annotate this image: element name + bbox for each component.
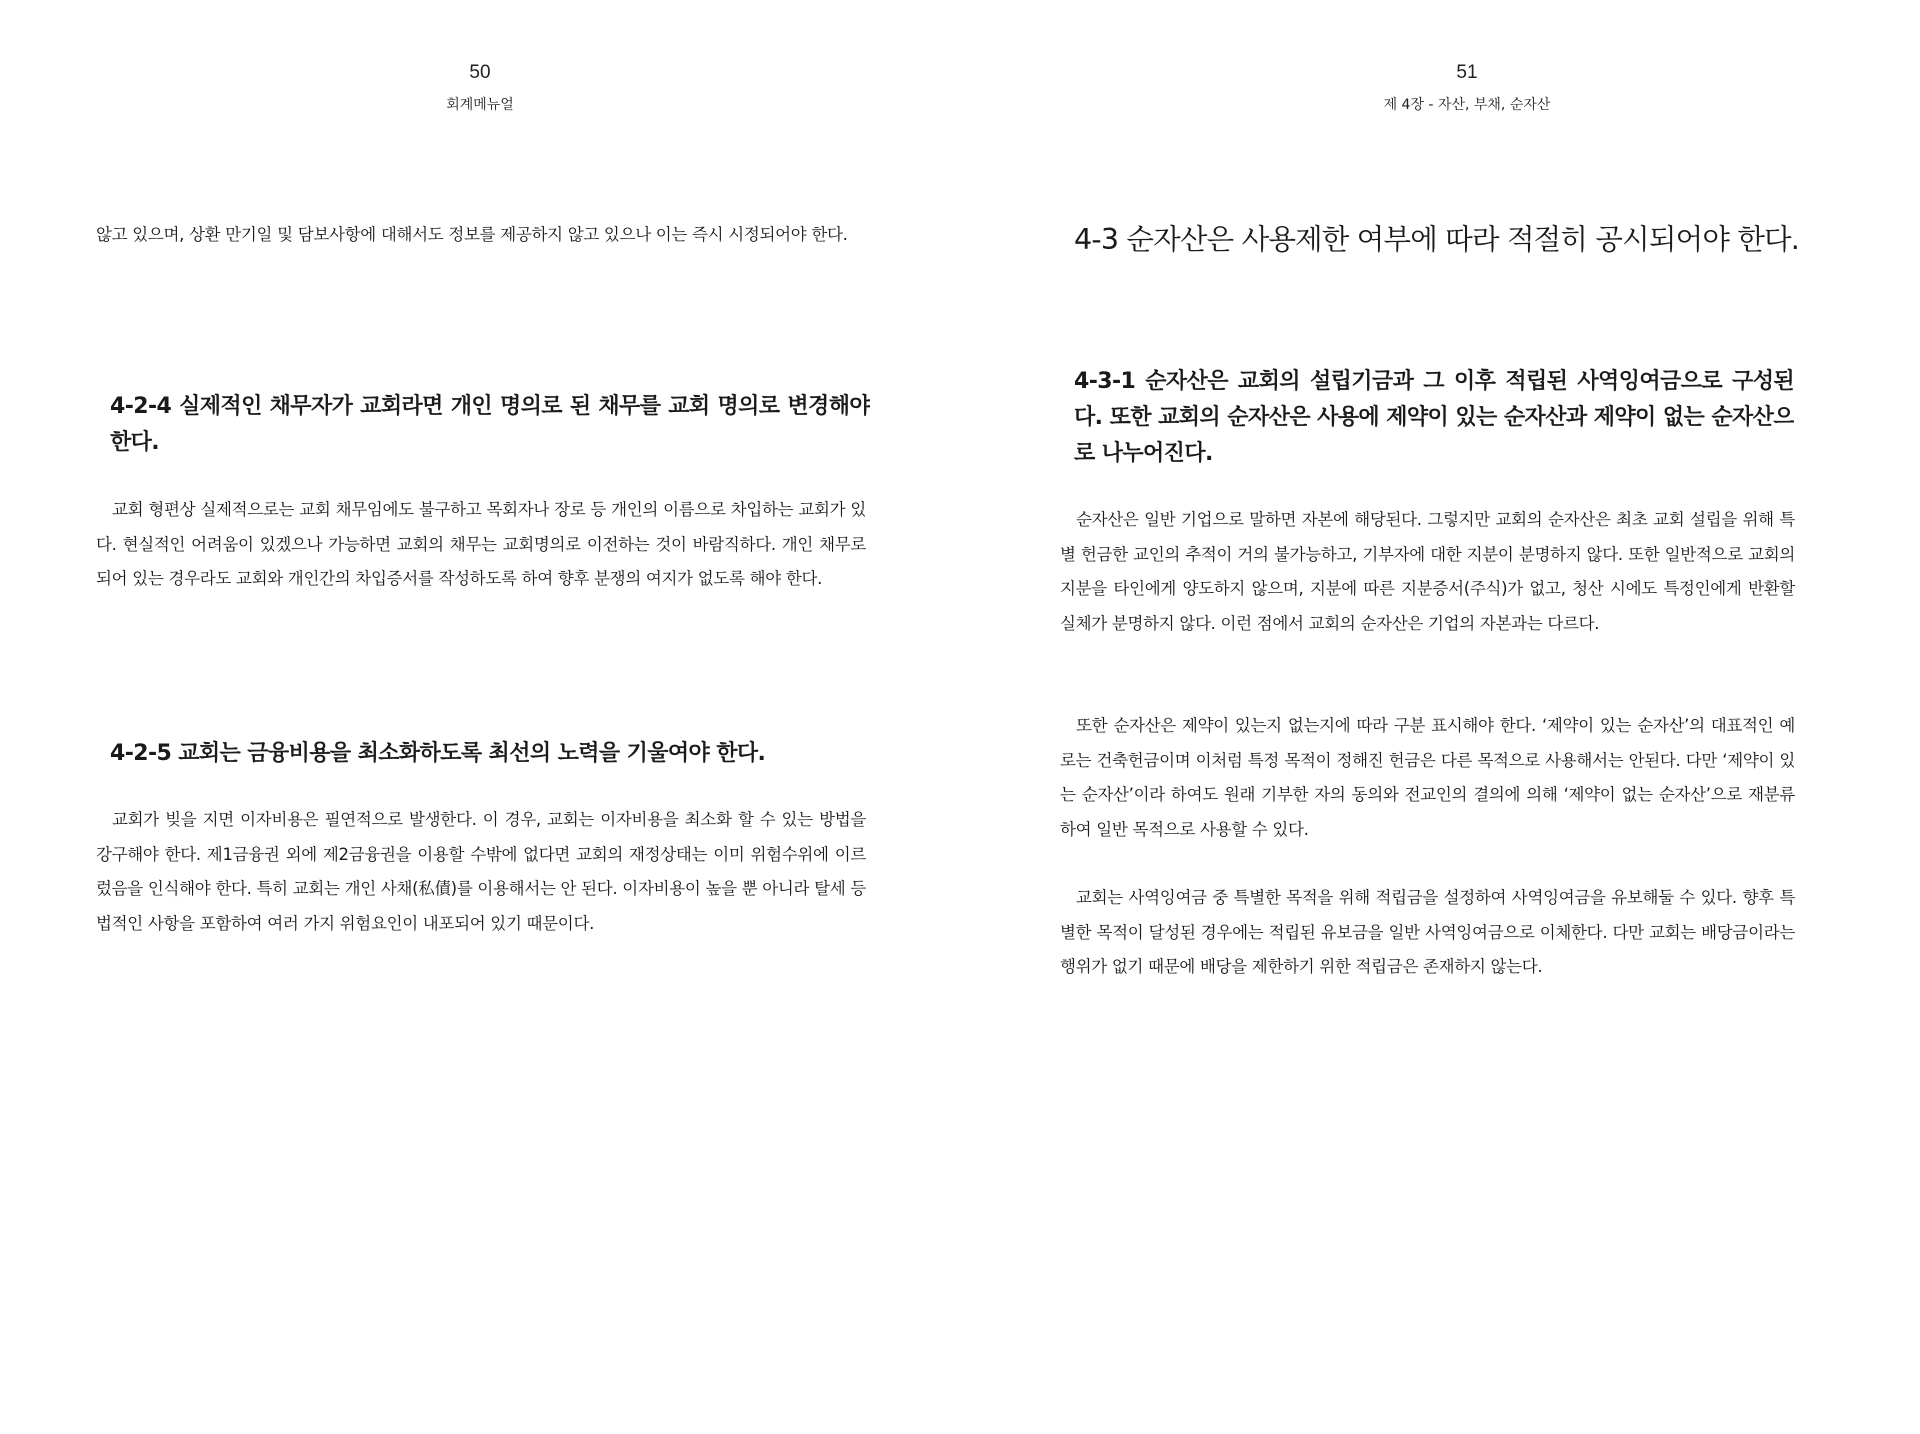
section-4-2-4-heading-block <box>110 389 870 461</box>
section-4-3-1-paragraph-3-block <box>1060 881 1795 985</box>
section-4-2-5-body-block <box>96 803 866 941</box>
page-number: 50 <box>469 62 491 83</box>
body-paragraph: 순자산은 일반 기업으로 말하면 자본에 해당된다. 그렇지만 교회의 순자산은 최초 교회 설립을 위해 특별 헌금한 교인의 추적이 거의 불가능하고, 기부자에 대한 지분이 분명하지 않다. 또한 일반적으로 교회의 지분을 타인에게 양도하지 않으며, 지분에 따른 지분증서(주식)가 없고, 청산 시에도 특정인에게 반환할 실체가 분명하지 않다. 이런 점에서 교회의 순자산은 기업의 자본과는 다르다. <box>1060 510 1795 633</box>
running-head: 회계메뉴얼 <box>446 97 514 113</box>
section-4-3-heading-block <box>1074 220 1874 260</box>
section-4-3-1-paragraph-1-block <box>1060 503 1795 641</box>
section-heading: 4-2-4 실제적인 채무자가 교회라면 개인 명의로 된 채무를 교회 명의로 변경해야 한다. <box>110 394 870 455</box>
section-4-2-5-heading-block <box>110 736 870 772</box>
section-4-3-1-paragraph-2-block <box>1060 709 1795 847</box>
continued-paragraph: 않고 있으며, 상환 만기일 및 담보사항에 대해서도 정보를 제공하지 않고 있으나 이는 즉시 시정되어야 한다. <box>96 225 848 244</box>
section-heading: 4-2-5 교회는 금융비용을 최소화하도록 최선의 노력을 기울여야 한다. <box>110 741 766 766</box>
body-paragraph: 교회는 사역잉여금 중 특별한 목적을 위해 적립금을 설정하여 사역잉여금을 유보해둘 수 있다. 향후 특별한 목적이 달성된 경우에는 적립된 유보금을 일반 사역잉여금으로 이체한다. 다만 교회는 배당금이라는 행위가 없기 때문에 배당을 제한하기 위한 적립금은 존재하지 않는다. <box>1060 888 1795 976</box>
section-4-2-4-body-block <box>96 493 866 597</box>
body-paragraph: 교회 형편상 실제적으로는 교회 채무임에도 불구하고 목회자나 장로 등 개인의 이름으로 차입하는 교회가 있다. 현실적인 어려움이 있겠으나 가능하면 교회의 채무는 교회명의로 이전하는 것이 바람직하다. 개인 채무로 되어 있는 경우라도 교회와 개인간의 차입증서를 작성하도록 하여 향후 분쟁의 여지가 없도록 해야 한다. <box>96 500 866 588</box>
body-paragraph: 교회가 빚을 지면 이자비용은 필연적으로 발생한다. 이 경우, 교회는 이자비용을 최소화 할 수 있는 방법을 강구해야 한다. 제1금융권 외에 제2금융권을 이용할 수밖에 없다면 교회의 재정상태는 이미 위험수위에 이르렀음을 인식해야 한다. 특히 교회는 개인 사채(私債)를 이용해서는 안 된다. 이자비용이 높을 뿐 아니라 탈세 등 법적인 사항을 포함하여 여러 가지 위험요인이 내포되어 있기 때문이다. <box>96 810 866 933</box>
running-head: 제 4장 - 자산, 부채, 순자산 <box>1383 97 1551 113</box>
right-page <box>960 0 1920 1434</box>
section-4-3-1-heading-block <box>1074 364 1794 472</box>
body-paragraph: 또한 순자산은 제약이 있는지 없는지에 따라 구분 표시해야 한다. ‘제약이 있는 순자산’의 대표적인 예로는 건축헌금이며 이처럼 특정 목적이 정해진 헌금은 다른 목적으로 사용해서는 안된다. 다만 ‘제약이 있는 순자산’이라 하여도 원래 기부한 자의 동의와 전교인의 결의에 의해 ‘제약이 없는 순자산’으로 재분류하여 일반 목적으로 사용할 수 있다. <box>1060 716 1795 839</box>
section-heading: 4-3-1 순자산은 교회의 설립기금과 그 이후 적립된 사역잉여금으로 구성된다. 또한 교회의 순자산은 사용에 제약이 있는 순자산과 제약이 없는 순자산으로 나누어진다. <box>1074 369 1794 466</box>
chapter-section-heading: 4-3 순자산은 사용제한 여부에 따라 적절히 공시되어야 한다. <box>1074 223 1800 256</box>
continued-paragraph-block <box>96 218 866 253</box>
page-number: 51 <box>1456 62 1478 83</box>
